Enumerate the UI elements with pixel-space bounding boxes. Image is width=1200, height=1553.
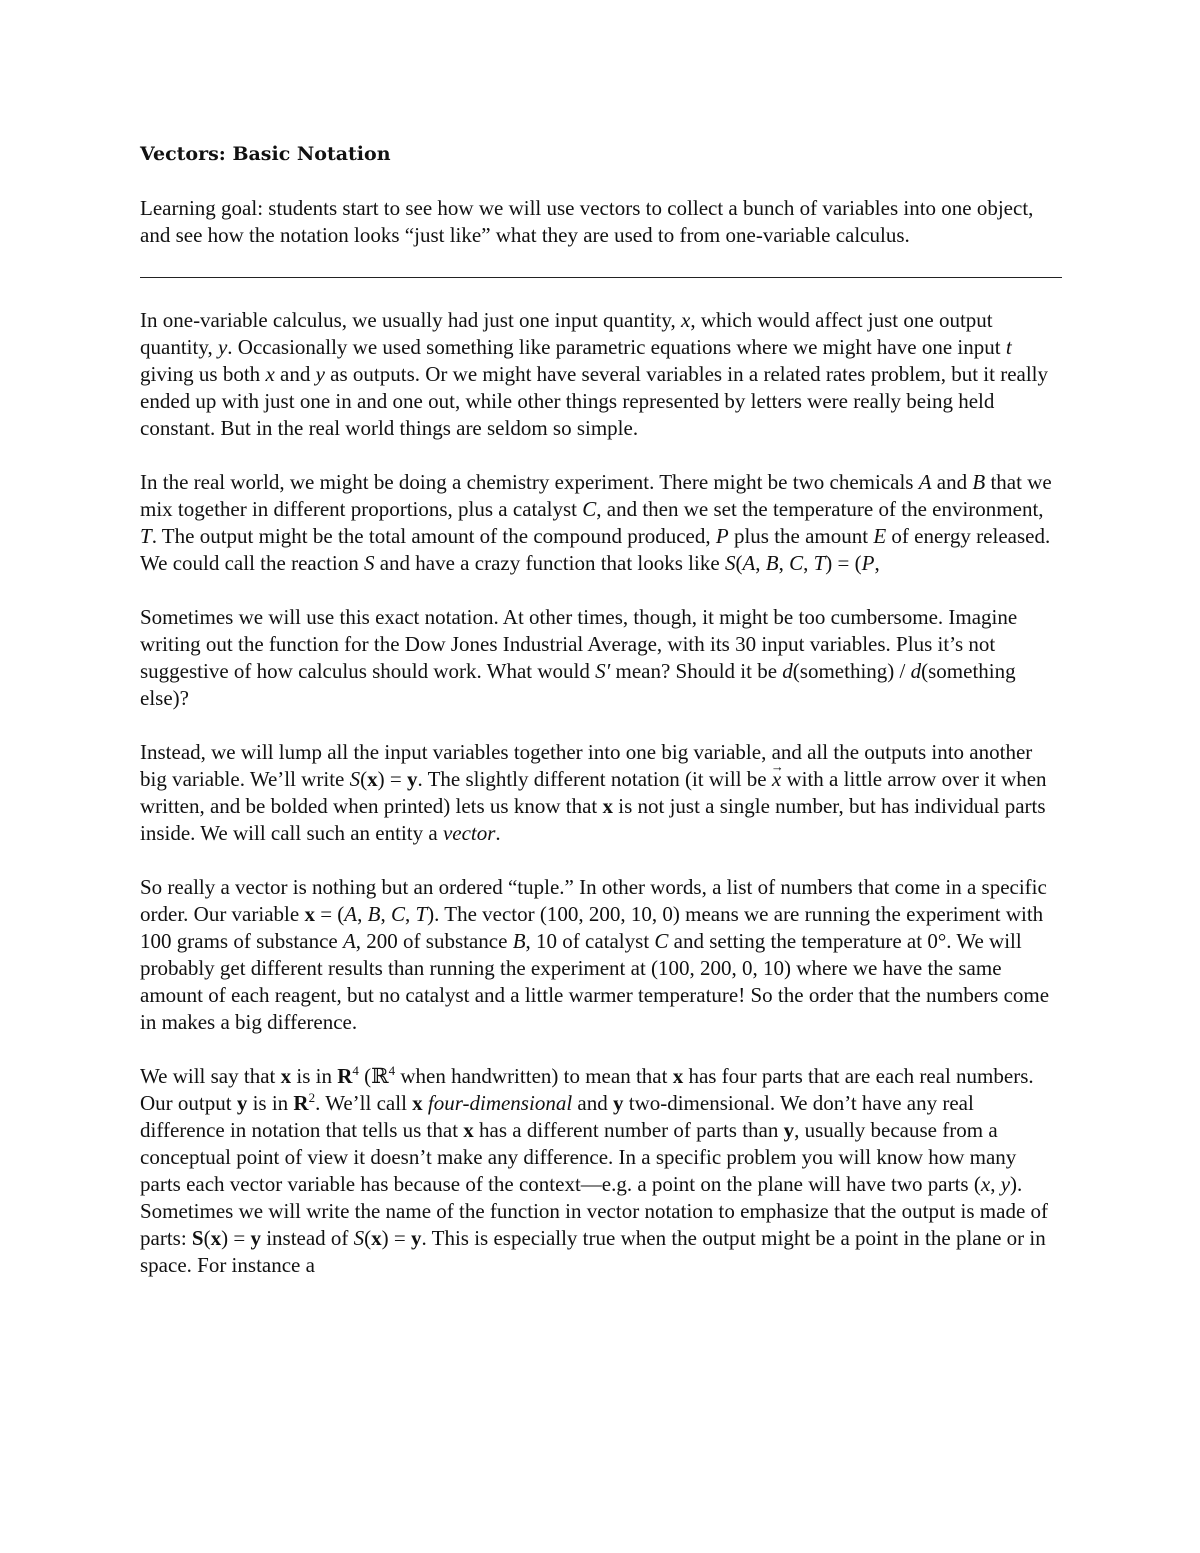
vector-arrow-x: → x <box>772 766 781 793</box>
paragraph-chemistry: In the real world, we might be doing a chemistry experiment. There might be two chemicals A and B that we mix together in different proportions, plus a catalyst C, and then we set the temperature of the environment, T. The output might be the total amount of the compound produced, P plus the amount E of energy released. We could call the reaction S and have a crazy function that looks like S(A, B, C, T) = (P, <box>140 470 1052 575</box>
paragraph-vector-definition: Instead, we will lump all the input variables together into one big variable, and all the outputs into another big variable. We’ll write S(x) = y. The slightly different notation (it will be → x with a little arrow over it when written, and be bolded when printed) lets us know that x is not just a single number, but has individual parts inside. We will call such an entity a vector. <box>140 739 1062 847</box>
divider <box>140 277 1062 278</box>
paragraph-dimensions: We will say that x is in $R^4$ (ℝ$^4$ when handwritten) to mean that x has four parts that are each real numbers. Our output y is in $R^2$. We’ll call x four-dimensional and y two-dimensional. We don’t have any real difference in notation that tells us that x has a different number of parts than y, usually because from a conceptual point of view it doesn’t make any difference. In a specific problem you will know how many parts each vector variable has because of the context—e.g. a point on the plane will have two parts (x, y). Sometimes we will write the name of the function in vector notation to emphasize that the output is made of parts: S(x) = y instead of S(x) = y. This is especially true when the output might be a point in the plane or in space. For instance a <box>140 1063 1049 1277</box>
paragraph-notation: Sometimes we will use this exact notation. At other times, though, it might be too cumbersome. Imagine writing out the function for the Dow Jones Industrial Average, with its 30 input variables. Plus it’s not suggestive of how calculus should work. What would S′ mean? Should it be d(something) / d(something else)? <box>140 605 1018 710</box>
page-content <box>140 140 1062 1279</box>
paragraph-tuple: So really a vector is nothing but an ordered “tuple.” In other words, a list of numbers that come in a specific order. Our variable x = (A, B, C, T). The vector (100, 200, 10, 0) means we are running the experiment with 100 grams of substance A, 200 of substance B, 10 of catalyst C and setting the temperature at 0°. We will probably get different results than running the experiment at (100, 200, 0, 10) where we have the same amount of each reagent, but no catalyst and a little warmer temperature! So the order that the numbers come in makes a big difference. <box>140 875 1050 1034</box>
learning-goal: Learning goal: students start to see how we will use vectors to collect a bunch of variables into one object, and see how the notation looks “just like” what they are used to from one-variable calculus. <box>140 196 1034 247</box>
paragraph-one-variable: In one-variable calculus, we usually had just one input quantity, x, which would affect just one output quantity, y. Occasionally we used something like parametric equations where we might have one input t giving us both x and y as outputs. Or we might have several variables in a related rates problem, but it really ended up with just one in and one out, while other things represented by letters were really being held constant. But in the real world things are seldom so simple. <box>140 308 1049 440</box>
page-title: Vectors: Basic Notation <box>140 143 391 165</box>
